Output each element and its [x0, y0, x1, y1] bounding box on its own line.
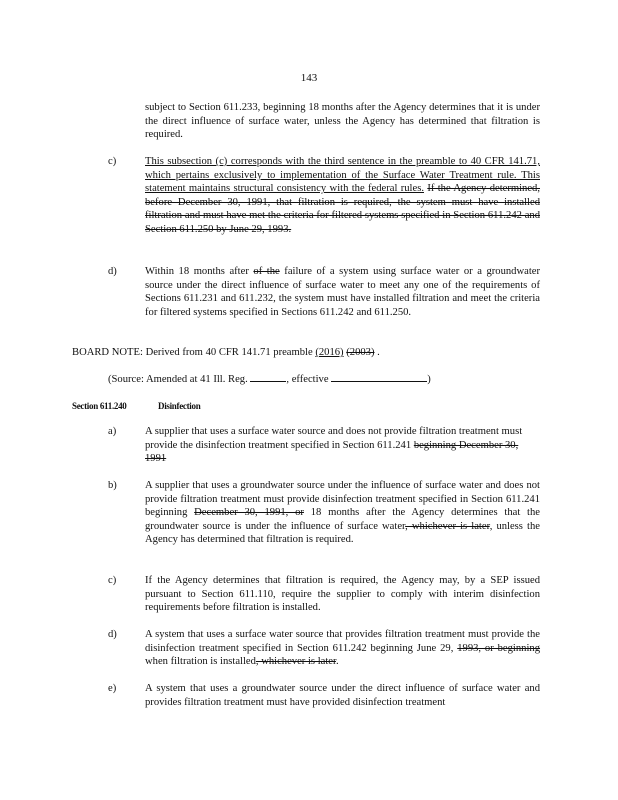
page-number: 143	[300, 72, 318, 84]
item-e-paragraph: A system that uses a groundwater source under the direct influence of surface water and provides filtration treatment must have provided disinfection treatment	[145, 683, 540, 708]
item-c-label: c)	[108, 156, 117, 167]
deleted-text: (2003)	[346, 347, 375, 358]
deleted-text: , whichever is later	[255, 656, 336, 668]
intro-paragraph: subject to Section 611.233, beginning 18 months after the Agency determines that it is under the direct influence of surface water, unless the Agency has determined that filtration is required.	[145, 102, 540, 141]
item-d-paragraph: A system that uses a surface water source that provides filtration treatment must provide the disinfection treatment specified in Section 611.242 beginning June 29, 1993, or beginning when filtration is installed, whichever is later.	[145, 629, 541, 668]
item-d-paragraph: Within 18 months after of the failure of a system using surface water or a groundwater source under the direct influence of surface water to meet any one of the requirements of Sections 611.231 and 611.232, the system must have installed filtration and meet the criteria for filtered systems specified in Sections 611.242 and 611.250.	[145, 266, 540, 318]
item-b-label: b)	[108, 480, 117, 491]
deleted-text: , whichever is later	[405, 520, 490, 532]
section-number: Section 611.240	[72, 401, 127, 411]
deleted-text: 1993, or beginning	[457, 642, 541, 654]
item-c-paragraph	[145, 155, 540, 237]
board-note: BOARD NOTE: Derived from 40 CFR 141.71 preamble (2016) (2003) .	[72, 347, 380, 358]
item-c-label: c)	[108, 575, 117, 586]
deleted-text: December 30, 1991, or	[194, 507, 304, 519]
added-text: (2016)	[315, 347, 344, 358]
item-c-paragraph: If the Agency determines that filtration is required, the Agency may, by a SEP issued pursuant to Section 611.110, require the supplier to comply with interim disinfection requirements before filtration is installed.	[145, 575, 540, 614]
item-d-label: d)	[108, 266, 117, 277]
item-e-label: e)	[108, 683, 117, 694]
item-a-label: a)	[108, 426, 117, 437]
source-line: (Source: Amended at 41 Ill. Reg. , effective )	[108, 374, 431, 385]
reg-volume-blank	[250, 372, 286, 382]
item-d-label: d)	[108, 629, 117, 640]
effective-date-blank	[331, 372, 427, 382]
item-a-paragraph: A supplier that uses a surface water source and does not provide filtration treatment must provide the disinfection treatment specified in Section 611.241 beginning December 30, 1991	[145, 426, 523, 465]
added-text: This subsection (c) corresponds with the third sentence in the preamble to 40 CFR 141.71, which pertains exclusively to implementation of the Surface Water Treatment rule. This statement maintains structural consistency with the federal rules.	[145, 156, 540, 195]
item-b-paragraph: A supplier that uses a groundwater source under the influence of surface water and does not provide filtration treatment must provide disinfection treatment specified in Section 611.241 beginning December 30, 1991, or 18 months after the Agency determines that the groundwater source is under the influence of surface water, whichever is later, unless the Agency has determined that filtration is required.	[145, 480, 540, 546]
deleted-text: of the	[253, 266, 280, 277]
section-title: Disinfection	[158, 401, 201, 411]
deleted-text: beginning December 30, 1991	[145, 439, 519, 465]
deleted-text: If the Agency determined, before December 30, 1991, that filtration is required, the system must have installed filtration and must have met the criteria for filtered systems specified in Section 611.242 and Section 611.250 by June 29, 1993.	[145, 183, 540, 235]
